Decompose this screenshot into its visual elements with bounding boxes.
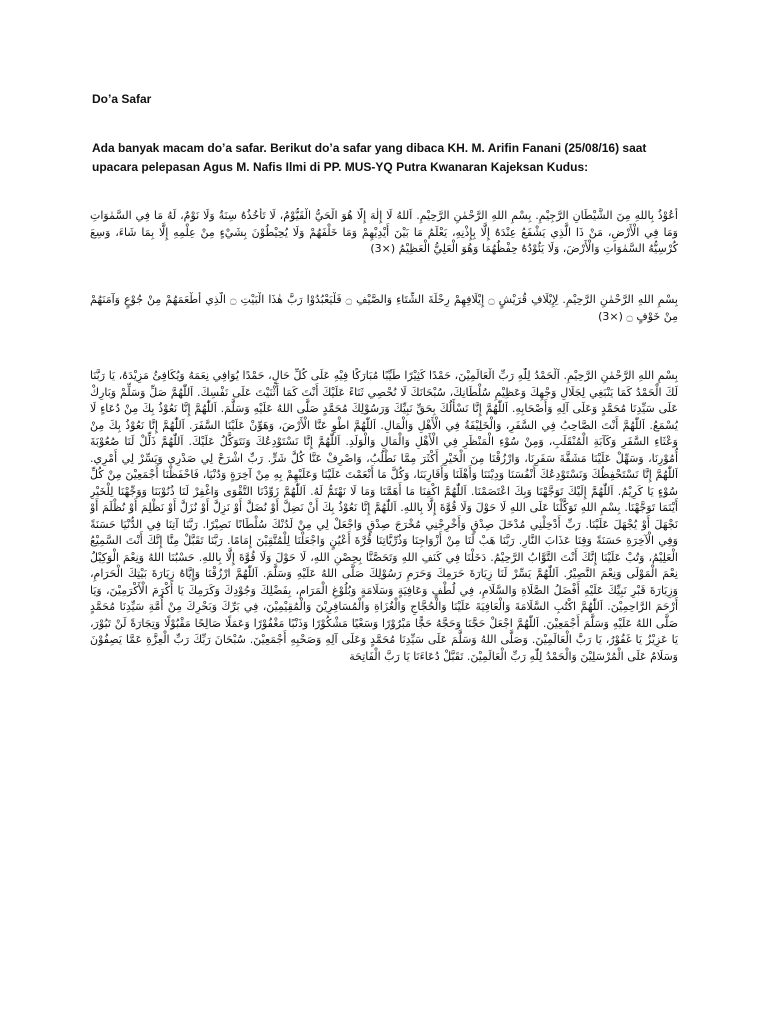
arabic-block-doa-safar: بِسْمِ اللهِ الرَّحْمٰنِ الرَّحِيْمِ. اَلْحَمْدُ لِلّٰهِ رَبِّ الْعَالَمِيْنَ، حَمْدًا كَثِيْرًا طَيِّبًا مُبَارَكًا فِيْهِ عَلَى كُلِّ حَالٍ، حَمْدًا يُوَافِي نِعَمَهُ وَيُكَافِئُ مَزِيْدَهُ، يَا رَبَّنَا لَكَ الْحَمْدُ كَمَا يَنْبَغِي لِجَلَالِ وَجْهِكَ وَعَظِيْمِ سُلْطَانِكَ، سُبْحَانَكَ لَا نُحْصِي ثَنَاءً عَلَيْكَ أَنْتَ كَمَا أَثْنَيْتَ عَلَى نَفْسِكَ. اَللّٰهُمَّ صَلِّ وَسَلِّمْ وَبَارِكْ عَلَى سَيِّدِنَا مُحَمَّدٍ وَعَلَى آلِهِ وَأَصْحَابِهِ. اَللّٰهُمَّ إِنَّا نَسْأَلُكَ بِحَقِّ نَبِيِّكَ وَرَسُوْلِكَ مُحَمَّدٍ صَلَّى اللهُ عَلَيْهِ وَسَلَّمَ. اَللّٰهُمَّ إِنَّا نَعُوْذُ بِكَ مِنْ دُعَاءٍ لَا يُسْمَعُ. اَللّٰهُمَّ أَنْتَ الصَّاحِبُ فِي السَّفَرِ، وَالْخَلِيْفَةُ فِي الْأَهْلِ وَالْمَالِ. اَللّٰهُمَّ اطْوِ عَنَّا الْأَرْضَ، وَهَوِّنْ عَلَيْنَا السَّفَرَ. اَللّٰهُمَّ إِنَّا نَعُوْذُ بِكَ مِنْ وَعْثَاءِ السَّفَرِ وَكَآبَةِ الْمُنْقَلَبِ، وَمِنْ سُوْءِ الْمَنْظَرِ فِي الْأَهْلِ وَالْمَالِ وَالْوَلَدِ. اَللّٰهُمَّ إِنَّا نَسْتَوْدِعُكَ وَنَتَوَكَّلُ عَلَيْكَ. اَللّٰهُمَّ ذَلِّلْ لَنَا صُعُوْبَةَ أُمُوْرِنَا، وَسَهِّلْ عَلَيْنَا مَشَقَّةَ سَفَرِنَا، وَارْزُقْنَا مِنَ الْخَيْرِ أَكْثَرَ مِمَّا نَطْلُبُ، وَاصْرِفْ عَنَّا كُلَّ شَرٍّ. رَبِّ اشْرَحْ لِي صَدْرِي وَيَسِّرْ لِي أَمْرِي. اَللّٰهُمَّ إِنَّا نَسْتَحْفِظُكَ وَنَسْتَوْدِعُكَ أَنْفُسَنَا وَدِيْنَنَا وَأَهْلَنَا وَأَقَارِبَنَا، وَكُلَّ مَا أَنْعَمْتَ عَلَيْنَا وَعَلَيْهِمْ بِهِ مِنْ آخِرَةٍ وَدُنْيَا، فَاحْفَظْنَا أَجْمَعِيْنَ مِنْ كُلِّ سُوْءٍ يَا كَرِيْمُ. اَللّٰهُمَّ إِلَيْكَ تَوَجَّهْنَا وَبِكَ اعْتَصَمْنَا. اَللّٰهُمَّ اكْفِنَا مَا أَهَمَّنَا وَمَا لَا نَهْتَمُّ لَهُ. اَللّٰهُمَّ زَوِّدْنَا التَّقْوَى وَاغْفِرْ لَنَا ذُنُوْبَنَا وَوَجِّهْنَا لِلْخَيْرِ أَيْنَمَا تَوَجَّهْنَا. بِسْمِ اللهِ تَوَكَّلْنَا عَلَى اللهِ لَا حَوْلَ وَلَا قُوَّةَ إِلَّا بِاللهِ. اَللّٰهُمَّ إِنَّا نَعُوْذُ بِكَ أَنْ نَضِلَّ أَوْ نُضَلَّ أَوْ نَزِلَّ أَوْ نُزَلَّ أَوْ نَظْلِمَ أَوْ نُظْلَمَ أَوْ نَجْهَلَ أَوْ يُجْهَلَ عَلَيْنَا. رَبِّ أَدْخِلْنِي مُدْخَلَ صِدْقٍ وَأَخْرِجْنِي مُخْرَجَ صِدْقٍ وَاجْعَلْ لِي مِنْ لَدُنْكَ سُلْطَانًا نَصِيْرًا. رَبَّنَا آتِنَا فِي الدُّنْيَا حَسَنَةً وَفِي الْآخِرَةِ حَسَنَةً وَقِنَا عَذَابَ النَّارِ. رَبَّنَا هَبْ لَنَا مِنْ أَزْوَاجِنَا وَذُرِّيَّاتِنَا قُرَّةَ أَعْيُنٍ وَاجْعَلْنَا لِلْمُتَّقِيْنَ إِمَامًا. رَبَّنَا تَقَبَّلْ مِنَّا إِنَّكَ أَنْتَ السَّمِيْعُ الْعَلِيْمُ، وَتُبْ عَلَيْنَا إِنَّكَ أَنْتَ التَّوَّابُ الرَّحِيْمُ. دَخَلْنَا فِي كَنَفِ اللهِ وَتَحَصَّنَّا بِحِصْنِ اللهِ، لَا حَوْلَ وَلَا قُوَّةَ إِلَّا بِاللهِ. حَسْبُنَا اللهُ وَنِعْمَ الْوَكِيْلُ نِعْمَ الْمَوْلَى وَنِعْمَ النَّصِيْرُ. اَللّٰهُمَّ يَسِّرْ لَنَا زِيَارَةَ حَرَمِكَ وَحَرَمِ رَسُوْلِكَ صَلَّى اللهُ عَلَيْهِ وَسَلَّمَ. اَللّٰهُمَّ ارْزُقْنَا وَإِيَّاهُ زِيَارَةَ بَيْتِكَ الْحَرَامِ، وَزِيَارَةَ قَبْرِ نَبِيِّكَ عَلَيْهِ أَفْضَلُ الصَّلَاةِ وَالسَّلَامِ، فِي لُطْفٍ وَعَافِيَةٍ وَسَلَامَةٍ وَبُلُوْغِ الْمَرَامِ، بِفَضْلِكَ وَجُوْدِكَ وَكَرَمِكَ يَا أَكْرَمَ الْأَكْرَمِيْنَ، وَيَا أَرْحَمَ الرَّاحِمِيْنَ. اَللّٰهُمَّ اكْتُبِ السَّلَامَةَ وَالْعَافِيَةَ عَلَيْنَا وَالْحُجَّاجِ وَالْغُزَاةِ وَالْمُسَافِرِيْنَ وَالْمُقِيْمِيْنَ، فِي بَرِّكَ وَبَحْرِكَ مِنْ أُمَّةِ سَيِّدِنَا مُحَمَّدٍ صَلَّى اللهُ عَلَيْهِ وَسَلَّمَ أَجْمَعِيْنَ. اَللّٰهُمَّ اجْعَلْ حَجَّنَا وَحَجَّهُ حَجًّا مَبْرُوْرًا وَسَعْيًا مَشْكُوْرًا وَذَنْبًا مَغْفُوْرًا وَعَمَلًا صَالِحًا مَقْبُوْلًا وَتِجَارَةً لَنْ تَبُوْرَ، يَا عَزِيْزُ يَا غَفُوْرُ، يَا رَبَّ الْعَالَمِيْنَ. وَصَلَّى اللهُ وَسَلَّمَ عَلَى سَيِّدِنَا مُحَمَّدٍ وَعَلَى آلِهِ وَصَحْبِهِ أَجْمَعِيْنَ. سُبْحَانَ رَبِّكَ رَبِّ الْعِزَّةِ عَمَّا يَصِفُوْنَ وَسَلَامٌ عَلَى الْمُرْسَلِيْنَ وَالْحَمْدُ لِلّٰهِ رَبِّ الْعَالَمِيْنَ. تَقَبَّلْ دُعَاءَنَا يَا رَبَّ الْفَاتِحَة <box>90 369 678 663</box>
document-title: Do’a Safar <box>92 92 152 106</box>
arabic-block-quraisy: بِسْمِ اللهِ الرَّحْمٰنِ الرَّحِيْمِ. لِإِيْلَافِ قُرَيْشٍ ۝ إِيْلَافِهِمْ رِحْلَةَ الشِّتَاءِ وَالصَّيْفِ ۝ فَلْيَعْبُدُوْا رَبَّ هٰذَا الْبَيْتِ ۝ الَّذِي أَطْعَمَهُمْ مِنْ جُوْعٍ وَآمَنَهُمْ مِنْ خَوْفٍ ۝ (×3) <box>90 293 678 323</box>
intro-paragraph: Ada banyak macam do’a safar. Berikut do’a safar yang dibaca KH. M. Arifin Fanani (25/08/16) saat upacara pelepasan Agus M. Nafis Ilmi di PP. MUS-YQ Putra Kwanaran Kajeksan Kudus: <box>92 141 647 174</box>
arabic-block-ayat-kursi: أَعُوْذُ بِاللهِ مِنَ الشَّيْطَانِ الرَّجِيْمِ. بِسْمِ اللهِ الرَّحْمٰنِ الرَّحِيْمِ. اَللهُ لَا إِلٰهَ إِلَّا هُوَ الْحَيُّ الْقَيُّوْمُ، لَا تَأْخُذُهُ سِنَةٌ وَلَا نَوْمٌ، لَهُ مَا فِي السَّمٰوَاتِ وَمَا فِي الْأَرْضِ، مَنْ ذَا الَّذِي يَشْفَعُ عِنْدَهُ إِلَّا بِإِذْنِهِ، يَعْلَمُ مَا بَيْنَ أَيْدِيْهِمْ وَمَا خَلْفَهُمْ وَلَا يُحِيْطُوْنَ بِشَيْءٍ مِنْ عِلْمِهِ إِلَّا بِمَا شَاءَ، وَسِعَ كُرْسِيُّهُ السَّمٰوَاتِ وَالْأَرْضَ، وَلَا يَئُوْدُهُ حِفْظُهُمَا وَهُوَ الْعَلِيُّ الْعَظِيْمُ (×3) <box>90 209 678 255</box>
